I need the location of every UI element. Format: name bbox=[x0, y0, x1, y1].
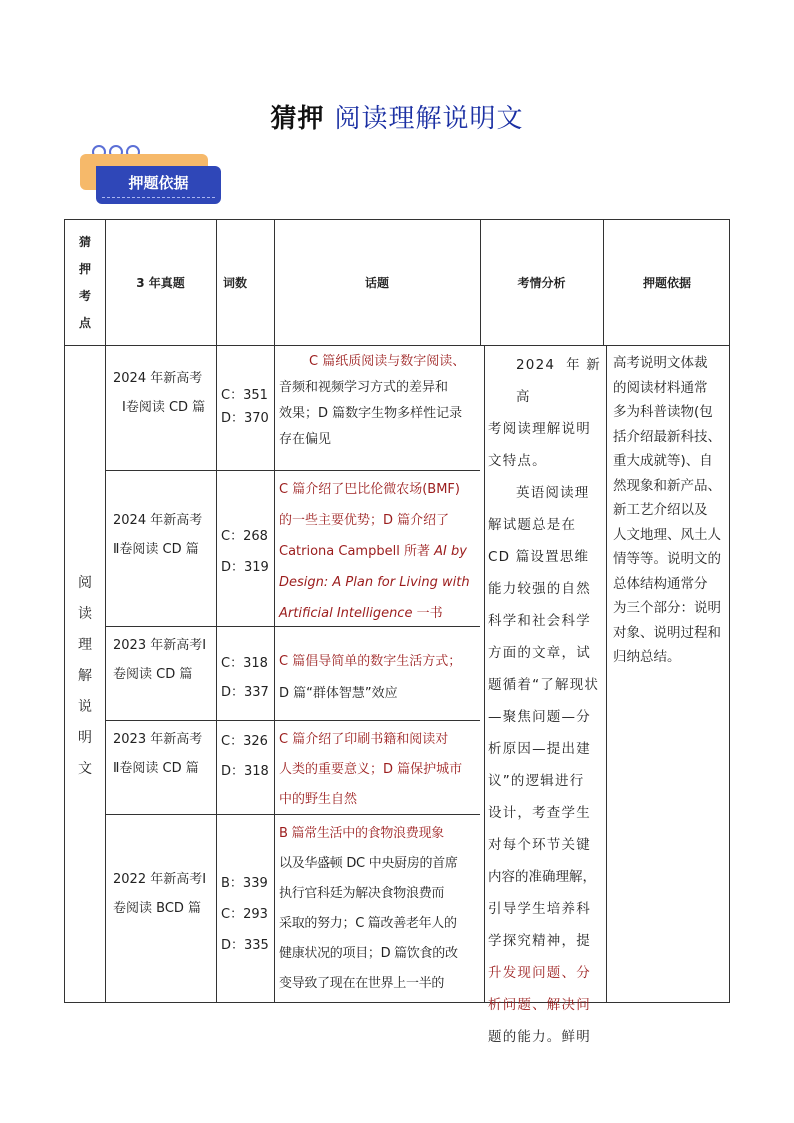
header-kaodian: 猜 押 考 点 bbox=[78, 234, 91, 330]
header-yiju: 押题依据 bbox=[642, 276, 691, 290]
table-row-topic: C 篇介绍了巴比伦微农场(BMF) 的一些主要优势；D 篇介绍了 Catriona Campbell 所著 AI by Design: A Plan for Living with Artificial Intelligence 一书 bbox=[279, 482, 470, 621]
kaodian-label: 阅 读 理 解 说 明 文 bbox=[78, 575, 92, 777]
table-row-year: 2024 年新高考 Ⅰ卷阅读 CD 篇 bbox=[113, 371, 206, 415]
table-row-year: 2023 年新高考Ⅰ 卷阅读 CD 篇 bbox=[113, 638, 207, 682]
table-row-topic: C 篇介绍了印刷书籍和阅读对 人类的重要意义；D 篇保护城市 中的野生自然 bbox=[279, 732, 463, 807]
table-row-wordcount: B：339 C：293 D：335 bbox=[221, 876, 269, 953]
header-zhenti: 3 年真题 bbox=[136, 276, 185, 290]
banner-label: 押题依据 bbox=[128, 174, 189, 192]
header-huati: 话题 bbox=[364, 276, 389, 290]
table-row-wordcount: C：351 D：370 bbox=[221, 388, 269, 426]
table-row-year: 2022 年新高考Ⅰ 卷阅读 BCD 篇 bbox=[113, 872, 207, 916]
analysis-text: 2024 年新高 考阅读理解说明 文特点。 英语阅读理 解试题总是在 CD 篇设置思维 能力较强的自然 科学和社会科学 方面的文章，试 题循着“了解现状 —聚焦问题—分 析原因—提出建 议”的逻辑进行 设计，考查学生 对每个环节关键 内容的准确理解， 引导学生培养科 学探究精神，提 升发现问题、分 析问题、解决问 题的能力。鲜明 bbox=[488, 357, 601, 1045]
table-row-wordcount: C：326 D：318 bbox=[221, 734, 269, 779]
title-main: 阅读理解说明文 bbox=[334, 104, 524, 134]
exam-table bbox=[64, 219, 730, 1045]
table-row-topic: C 篇纸质阅读与数字阅读、 音频和视频学习方式的差异和 效果；D 篇数字生物多样性记录 存在偏见 bbox=[279, 354, 466, 447]
table-row-year: 2023 年新高考 Ⅱ卷阅读 CD 篇 bbox=[113, 732, 203, 776]
header-kaoqing: 考情分析 bbox=[517, 276, 566, 290]
table-row-wordcount: C：318 D：337 bbox=[221, 656, 269, 700]
title-prefix: 猜押 bbox=[270, 104, 325, 134]
page-title bbox=[0, 98, 794, 135]
section-banner bbox=[80, 144, 225, 214]
table-row-topic: B 篇常生活中的食物浪费现象 以及华盛顿 DC 中央厨房的首席 执行官科廷为解决食物浪费而 采取的努力；C 篇改善老年人的 健康状况的项目；D 篇饮食的改 变导致了现在在世界上一半的 bbox=[279, 826, 458, 991]
header-cishu: 词数 bbox=[223, 276, 248, 290]
table-row-year: 2024 年新高考 Ⅱ卷阅读 CD 篇 bbox=[113, 513, 203, 557]
basis-text: 高考说明文体裁 的阅读材料通常 多为科普读物(包 括介绍最新科技、 重大成就等)、自 然现象和新产品、 新工艺介绍以及 人文地理、风土人 情等等。说明文的 总体结构通常分 为三个部分：说明 对象、说明过程和 归纳总结。 bbox=[613, 355, 721, 665]
table-row-wordcount: C：268 D：319 bbox=[221, 529, 269, 575]
table-row-topic: C 篇倡导简单的数字生活方式； D 篇“群体智慧”效应 bbox=[279, 654, 462, 701]
